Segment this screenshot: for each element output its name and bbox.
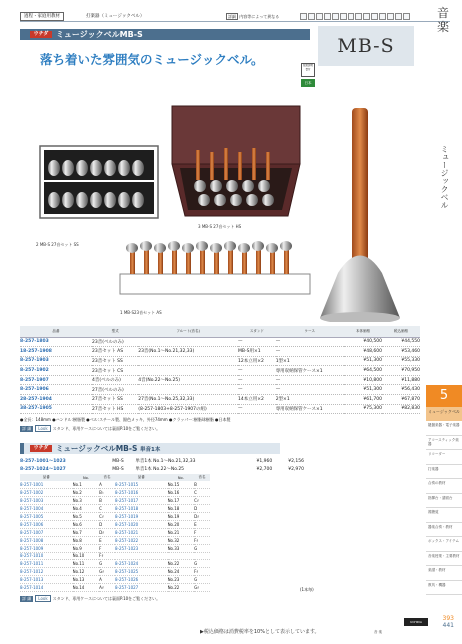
detail-tag: 詳 細 <box>22 596 32 601</box>
footer-label: 音 楽 <box>374 630 383 634</box>
product-name: 23音セット SS <box>92 356 138 366</box>
bell-note: D <box>99 520 115 528</box>
product-name: 23音セット AS <box>92 347 138 357</box>
bell-note: C♯ <box>99 513 115 521</box>
product-price: ¥64,500 <box>344 366 382 376</box>
caption-hs <box>198 224 241 230</box>
bell-number: No.17 <box>168 497 195 505</box>
bell-code: 8-257-1024 <box>115 560 168 568</box>
table-row <box>20 505 210 513</box>
caption-hs-num: 3 <box>198 224 201 229</box>
carrying-case-illustration <box>172 106 300 216</box>
product-title: ミュージックベルMB-S <box>56 30 143 39</box>
subcategory-label: 打楽器（ミュージックベル） <box>86 14 145 19</box>
table-row <box>20 481 210 489</box>
bell-code: 8-257-1006 <box>20 520 73 528</box>
made-in-japan-badge: 日本 <box>301 79 315 87</box>
product-price: ¥10,800 <box>344 375 382 385</box>
section2-logo: ウチダ <box>30 445 52 452</box>
col-price: 本体価格 <box>344 326 382 337</box>
product-name: 27音セット HS <box>92 404 138 414</box>
product-range: 4音(No.22〜No.25) <box>138 375 238 385</box>
bell-number: No.6 <box>73 520 100 528</box>
look-link[interactable]: Look <box>35 595 50 602</box>
col-case: ケース <box>276 326 344 337</box>
product-stand: 14本立用×2 <box>238 395 276 405</box>
table-row <box>20 395 420 405</box>
product-name: 23音セット CS <box>92 366 138 376</box>
product-case: 2型×1 <box>276 395 344 405</box>
bell-code: 8-257-1010 <box>20 552 73 560</box>
bell-number: No.8 <box>73 536 100 544</box>
product-stand: 12本立用×2 <box>238 356 276 366</box>
bell-note: E <box>99 536 115 544</box>
bell-note: C <box>194 489 210 497</box>
table-row <box>20 489 210 497</box>
bell-note: G <box>194 560 210 568</box>
product-range <box>138 385 238 395</box>
side-tab[interactable]: リコーダー <box>426 450 462 465</box>
table-row <box>20 465 320 473</box>
bell-code: 8-257-1025 <box>115 568 168 576</box>
bell-code: 8-257-1013 <box>20 576 73 584</box>
product-case: — <box>276 337 344 347</box>
bell-note: G <box>99 560 115 568</box>
table-row <box>20 347 420 357</box>
table-row <box>20 375 420 385</box>
table-row <box>20 560 210 568</box>
table-row <box>20 552 210 560</box>
side-tab[interactable]: 教具・機器 <box>426 581 462 596</box>
product-name: 4音(ベルのみ) <box>92 375 138 385</box>
bell-note: G <box>194 576 210 584</box>
bell-note: A <box>99 481 115 489</box>
product-case: — <box>276 375 344 385</box>
side-tab[interactable]: ボックス・アイテム <box>426 537 462 552</box>
table-row <box>20 497 210 505</box>
price-model: MB-S <box>112 458 124 464</box>
product-stand: — <box>238 366 276 376</box>
bell-code <box>115 552 168 560</box>
col-stand: スタンド <box>238 326 276 337</box>
headline: 落ち着いた雰囲気のミュージックベル。 <box>40 52 264 67</box>
bell-number: No.21 <box>168 528 195 536</box>
section2-note: (1本毎) <box>300 587 314 592</box>
bell-list-table <box>20 474 210 592</box>
row-mark: 2 <box>20 396 24 402</box>
index-cells <box>300 13 410 20</box>
bell-code: 8-257-1005 <box>20 513 73 521</box>
side-tab[interactable]: 器楽合奏・教材 <box>426 523 462 538</box>
brand-badge: UCHIDA <box>404 618 428 626</box>
bell-number: No.22 <box>168 584 195 592</box>
product-range <box>138 366 238 376</box>
product-code: 8-257-1803 <box>20 339 49 345</box>
bell-note: A♯ <box>99 584 115 592</box>
side-tab[interactable]: アコースティック楽器 <box>426 436 462 451</box>
bell-number: No.23 <box>168 576 195 584</box>
product-price: ¥61,700 <box>344 395 382 405</box>
product-tax-price: ¥67,870 <box>382 395 420 405</box>
product-case: 専用収納保管ケース×1 <box>276 404 344 414</box>
col-code: 品番 <box>20 326 92 337</box>
page-number-2: 441 <box>442 622 454 629</box>
col-tax: 税込価格 <box>382 326 420 337</box>
single-bell-prices <box>20 457 320 473</box>
bell-header-row <box>20 474 210 481</box>
table-row <box>20 576 210 584</box>
table-row <box>20 513 210 521</box>
row-mark: 1 <box>20 348 24 354</box>
table-row <box>20 568 210 576</box>
price-value: ¥2,700 <box>256 466 273 472</box>
bell-number: No.18 <box>168 505 195 513</box>
product-code: 8-257-1904 <box>23 396 52 402</box>
product-tax-price: ¥56,430 <box>382 385 420 395</box>
product-range <box>138 356 238 366</box>
side-tab[interactable]: 合奏の教材 <box>426 479 462 494</box>
large-bell-illustration <box>320 108 400 322</box>
section2-title-text: ミュージックベルMB-S <box>56 444 138 453</box>
bell-number: No.20 <box>168 520 195 528</box>
price-model: MB-S <box>112 466 124 472</box>
bell-code: 8-257-1008 <box>20 536 73 544</box>
product-stand: — <box>238 385 276 395</box>
table-row <box>20 366 420 376</box>
bell-code: 8-257-1017 <box>115 497 168 505</box>
side-tab[interactable]: 楽譜・教材 <box>426 566 462 581</box>
manual-badge-text: 取扱説明書付 <box>302 64 313 71</box>
table-row <box>20 584 210 592</box>
table-row <box>20 536 210 544</box>
bell-number: No.32 <box>168 536 195 544</box>
bell-row-illustration <box>120 241 310 294</box>
bell-number: No.2 <box>73 489 100 497</box>
bell-note: C <box>99 505 115 513</box>
bell-number: No.22 <box>168 560 195 568</box>
product-code: 8-257-1903 <box>20 358 49 364</box>
table-row <box>20 385 420 395</box>
caption-ss <box>36 242 79 248</box>
bell-number: No.4 <box>73 505 100 513</box>
category-tag: 過程・家庭用教材 <box>20 12 64 21</box>
spec-note: ●全長：148mm ●ハンドル:樹脂製 ●ベル:スチール製、銀色メッキ、外径74mm ●クラッパー:樹脂球樹脂 ●日本製 <box>20 417 231 422</box>
price-tax: ¥2,156 <box>288 458 304 464</box>
product-case: — <box>276 347 344 357</box>
bell-note: D♯ <box>194 513 210 521</box>
side-tab[interactable]: 打楽器 <box>426 465 462 480</box>
col-range: フルート(音名) <box>138 326 238 337</box>
price-code: 8-257-1024〜1027 <box>20 467 66 472</box>
bell-note: A <box>99 576 115 584</box>
price-tax: ¥2,970 <box>288 466 304 472</box>
bell-code: 8-257-1014 <box>20 584 73 592</box>
product-code: 8-257-1902 <box>20 368 49 374</box>
bell-number: No.9 <box>73 544 100 552</box>
bell-col-note: 音名 <box>99 474 115 481</box>
product-code: 8-257-1907 <box>20 377 49 383</box>
bell-code: 8-257-1002 <box>20 489 73 497</box>
bell-col-no: No. <box>168 474 195 481</box>
product-tax-price: ¥44,550 <box>382 337 420 347</box>
product-range: 23音(No.1〜No.21,32,33) <box>138 347 238 357</box>
side-vertical-label: ミュージックベル <box>440 145 449 209</box>
bell-code: 8-257-1001 <box>20 481 73 489</box>
product-price: ¥75,300 <box>344 404 382 414</box>
bell-code: 8-257-1003 <box>20 497 73 505</box>
bell-number: No.10 <box>73 552 100 560</box>
price-range: 単音1本 No.22〜No.25 <box>135 467 185 472</box>
footer-note: ▶税込価格は消費税率を10%として表示しています。 <box>200 629 320 635</box>
top-note-text: 内容等によって異なる <box>239 14 280 19</box>
bell-code: 8-257-1026 <box>115 576 168 584</box>
bell-col-no: No. <box>73 474 100 481</box>
bell-code: 8-257-1023 <box>115 544 168 552</box>
bell-code: 8-257-1011 <box>20 560 73 568</box>
product-stand: MB-S用×1 <box>238 347 276 357</box>
side-tab-list <box>426 421 462 595</box>
side-category: 音楽 <box>436 6 449 34</box>
table-row <box>20 457 320 465</box>
caption-as <box>120 310 162 316</box>
bell-code: 8-257-1009 <box>20 544 73 552</box>
product-photo <box>20 68 430 322</box>
bell-number: No.1 <box>73 481 100 489</box>
product-range <box>138 337 238 347</box>
product-name: 23音(ベルのみ) <box>92 337 138 347</box>
section2-suffix: 単音1本 <box>140 447 161 453</box>
bell-note: C♯ <box>194 497 210 505</box>
wire-stand-illustration <box>40 146 158 218</box>
model-name: MB-S <box>337 35 395 57</box>
table-row <box>20 356 420 366</box>
bell-code: 8-257-1020 <box>115 520 168 528</box>
bell-note: F♯ <box>194 536 210 544</box>
product-code: 8-257-1908 <box>23 348 52 354</box>
detail-line <box>20 425 160 432</box>
product-tax-price: ¥82,830 <box>382 404 420 414</box>
side-tab[interactable]: 鍵盤楽器・電子楽器 <box>426 421 462 436</box>
bell-number: No.11 <box>73 560 100 568</box>
side-tab[interactable]: 指揮台・譜面台 <box>426 494 462 509</box>
spec-table <box>20 326 420 414</box>
product-stand: — <box>238 404 276 414</box>
bell-number: No.15 <box>168 481 195 489</box>
bell-note: G <box>194 544 210 552</box>
bell-note: G♯ <box>99 568 115 576</box>
active-side-tab[interactable]: ミュージックベル <box>426 407 462 421</box>
bell-number: No.12 <box>73 568 100 576</box>
bell-note: B <box>99 497 115 505</box>
side-tab[interactable]: 音楽授業・主要教材 <box>426 552 462 567</box>
price-code: 8-257-1001〜1023 <box>20 459 66 464</box>
caption-hs-text: MB-S 27音セット HS <box>201 224 242 229</box>
bell-note: F <box>194 528 210 536</box>
bell-code: 8-257-1022 <box>115 536 168 544</box>
detail-text: スタンド、専用ケースについては裏面P.10をご覧ください。 <box>52 596 161 601</box>
bell-number: No.13 <box>73 576 100 584</box>
table-row <box>20 544 210 552</box>
price-range: 単音1本 No.1〜No.21,32,33 <box>135 459 196 464</box>
bell-note: G♯ <box>194 584 210 592</box>
page-numbers <box>434 615 454 629</box>
product-tax-price: ¥55,330 <box>382 356 420 366</box>
product-price: ¥40,500 <box>344 337 382 347</box>
bell-number: No.7 <box>73 528 100 536</box>
detail-line-2 <box>20 595 160 602</box>
bell-number: No.33 <box>168 544 195 552</box>
look-link[interactable]: Look <box>35 425 50 432</box>
caption-ss-num: 2 <box>36 242 39 247</box>
bell-number: No.19 <box>168 513 195 521</box>
detail-tag: 詳 細 <box>22 426 32 431</box>
bell-code: 8-257-1015 <box>115 481 168 489</box>
bell-code: 8-257-1004 <box>20 505 73 513</box>
bell-note: F♯ <box>99 552 115 560</box>
bell-number: No.5 <box>73 513 100 521</box>
bell-number: No.14 <box>73 584 100 592</box>
bell-code: 8-257-1019 <box>115 513 168 521</box>
bell-code: 8-257-1021 <box>115 528 168 536</box>
product-price: ¥51,300 <box>344 385 382 395</box>
bell-note: F♯ <box>194 568 210 576</box>
product-price: ¥48,600 <box>344 347 382 357</box>
bell-code: 8-257-1027 <box>115 584 168 592</box>
spec-header-row <box>20 326 420 337</box>
bell-note: F <box>99 544 115 552</box>
bell-note: B <box>194 481 210 489</box>
table-row <box>20 528 210 536</box>
side-tab[interactable]: 視聴覚 <box>426 508 462 523</box>
brand-logo: ウチダ <box>30 31 52 38</box>
top-note-tag: 詳細 <box>228 14 236 19</box>
section2-title <box>56 443 160 456</box>
table-row <box>20 520 210 528</box>
page-number-1: 393 <box>442 615 454 622</box>
product-name: 27音セット SS <box>92 395 138 405</box>
table-row <box>20 404 420 414</box>
bell-col-code: 品番 <box>115 474 168 481</box>
top-note <box>226 12 279 21</box>
bell-col-note: 音名 <box>194 474 210 481</box>
product-tax-price: ¥70,950 <box>382 366 420 376</box>
detail-text: スタンド、専用ケースについては裏面P.10をご覧ください。 <box>52 426 161 431</box>
table-row <box>20 337 420 347</box>
product-case: 1型×1 <box>276 356 344 366</box>
product-stand: — <box>238 375 276 385</box>
caption-ss-text: MB-S 27音セット SS <box>39 242 79 247</box>
product-case: 専用収納保管ケース×1 <box>276 366 344 376</box>
product-tax-price: ¥11,880 <box>382 375 420 385</box>
bell-note <box>194 552 210 560</box>
bell-note: D <box>194 505 210 513</box>
product-tax-price: ¥53,460 <box>382 347 420 357</box>
bell-note: B♭ <box>99 489 115 497</box>
product-range: 27音(No.1〜No.25,32,33) <box>138 395 238 405</box>
bell-code: 8-257-1018 <box>115 505 168 513</box>
bell-note: E <box>194 520 210 528</box>
row-mark: 3 <box>20 406 24 412</box>
caption-as-num: 1 <box>120 310 123 315</box>
bell-code: 8-257-1007 <box>20 528 73 536</box>
caption-as-text: MB-S23音セット AS <box>123 310 162 315</box>
bell-code: 8-257-1016 <box>115 489 168 497</box>
product-range: (8-257-1803+8-257-1907の組) <box>138 404 238 414</box>
bell-number: No.16 <box>168 489 195 497</box>
bell-list-body <box>20 481 210 591</box>
product-code: 8-257-1906 <box>20 387 49 393</box>
bell-number: No.3 <box>73 497 100 505</box>
bell-number <box>168 552 195 560</box>
product-price: ¥51,300 <box>344 356 382 366</box>
col-name: 型式 <box>92 326 138 337</box>
product-name: 27音(ベルのみ) <box>92 385 138 395</box>
bell-number: No.24 <box>168 568 195 576</box>
bell-note: D♯ <box>99 528 115 536</box>
bell-col-code: 品番 <box>20 474 73 481</box>
section-tab-5[interactable]: 5 <box>426 385 462 407</box>
price-value: ¥1,960 <box>256 458 273 464</box>
product-case: — <box>276 385 344 395</box>
product-code: 8-257-1905 <box>23 406 52 412</box>
product-stand: — <box>238 337 276 347</box>
bell-code: 8-257-1012 <box>20 568 73 576</box>
